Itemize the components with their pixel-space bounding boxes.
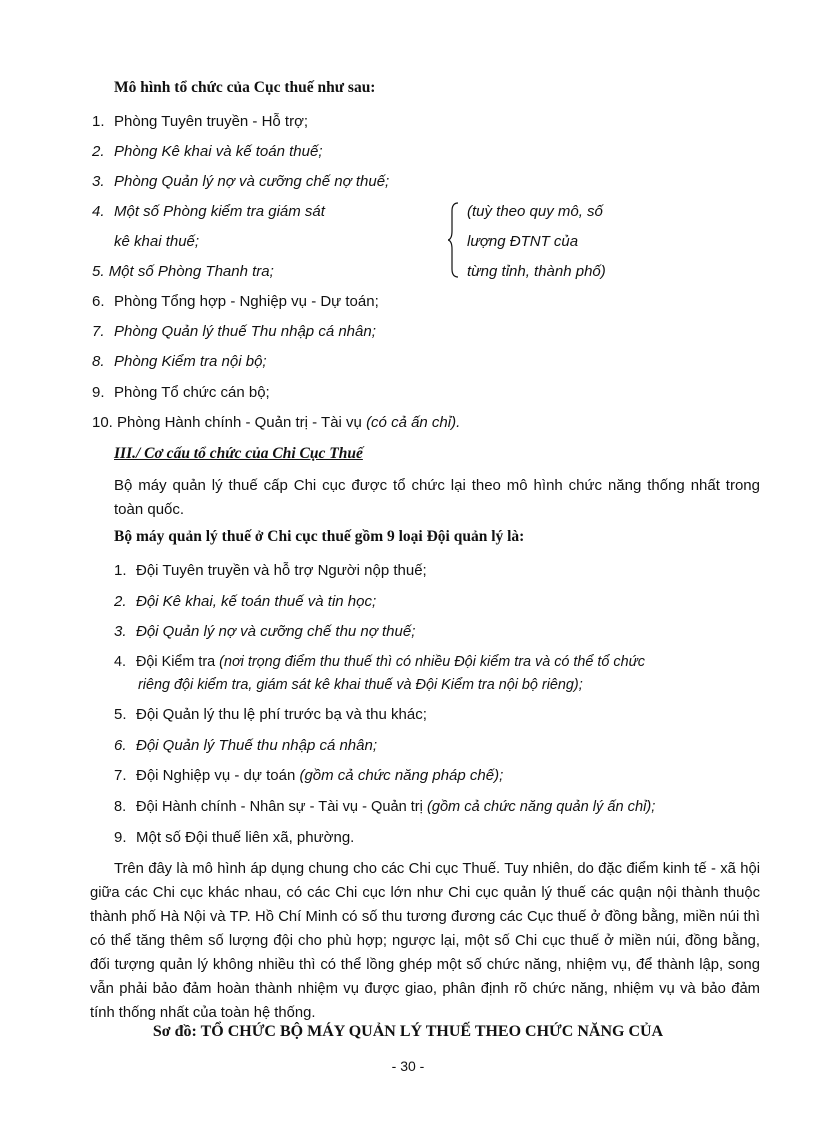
doi-item-1: 1. Đội Tuyên truyền và hỗ trợ Người nộp thuế; — [114, 562, 427, 579]
cuc-item-1: 1. Phòng Tuyên truyền - Hỗ trợ; — [92, 113, 309, 130]
doi-item-6: 6. Đội Quản lý Thuế thu nhập cá nhân; — [114, 737, 377, 754]
doi-item-4-cont: riêng đội kiểm tra, giám sát kê khai thuế và Đội Kiểm tra nội bộ riêng); — [138, 677, 583, 693]
page-number: - 30 - — [391, 1058, 425, 1074]
cuc-item-8: 8. Phòng Kiểm tra nội bộ; — [92, 353, 267, 370]
closing-paragraph: Trên đây là mô hình áp dụng chung cho các Chi cục Thuế. Tuy nhiên, do đặc điểm kinh tế - xã hội giữa các Chi cục khác nhau, có các Chi cục lớn như Chi cục quản lý thuế các quận nội thành thuộc thành phố Hà Nội và TP. Hồ Chí Minh có số thu tương đương các Cục thuế ở đồng bằng, miền núi thì có thể tăng thêm số lượng đội cho phù hợp; ngược lại, một số Chi cục thuế ở miền núi, đồng bằng, đối tượng quản lý không nhiều thì có thể lồng ghép một số chức năng, nhiệm vụ, để thành lập, song vẫn phải bảo đảm hoàn thành nhiệm vụ được giao, phân định rõ chức năng, nhiệm vụ và bảo đảm tính thống nhất của toàn hệ thống. — [90, 861, 760, 1021]
cuc-item-9: 9. Phòng Tổ chức cán bộ; — [92, 384, 270, 401]
doi-item-7: 7. Đội Nghiệp vụ - dự toán (gồm cả chức năng pháp chế); — [114, 767, 504, 784]
diagram-title: Sơ đồ: TỔ CHỨC BỘ MÁY QUẢN LÝ THUẾ THEO CHỨC NĂNG CỦA — [152, 1023, 664, 1040]
cuc-item-4-cont: kê khai thuế; — [114, 233, 200, 250]
cuc-item-7: 7. Phòng Quản lý thuế Thu nhập cá nhân; — [92, 323, 376, 340]
doi-item-5: 5. Đội Quản lý thu lệ phí trước bạ và thu khác; — [114, 706, 427, 723]
brace-note-line-3: từng tỉnh, thành phố) — [467, 263, 606, 280]
cuc-item-10: 10. Phòng Hành chính - Quản trị - Tài vụ (có cả ấn chỉ). — [92, 414, 461, 431]
cuc-item-2: 2. Phòng Kê khai và kế toán thuế; — [92, 143, 323, 160]
doi-item-4: 4. Đội Kiểm tra (nơi trọng điểm thu thuế thì có nhiều Đội kiểm tra và có thể tổ chức — [114, 654, 645, 670]
cuc-item-5: 5. Một số Phòng Thanh tra; — [92, 263, 274, 280]
cuc-item-4: 4. Một số Phòng kiểm tra giám sát — [92, 203, 325, 220]
doi-item-8: 8. Đội Hành chính - Nhân sự - Tài vụ - Quản trị (gồm cả chức năng quản lý ấn chỉ); — [114, 799, 656, 815]
cuc-heading: Mô hình tổ chức của Cục thuế như sau: — [114, 79, 376, 96]
cuc-item-6: 6. Phòng Tổng hợp - Nghiệp vụ - Dự toán; — [92, 293, 379, 310]
doi-item-2: 2. Đội Kê khai, kế toán thuế và tin học; — [114, 593, 377, 610]
brace-note-line-1: (tuỳ theo quy mô, số — [467, 203, 603, 220]
curly-brace-icon — [448, 201, 464, 279]
doi-item-3: 3. Đội Quản lý nợ và cưỡng chế thu nợ thuế; — [114, 623, 416, 640]
intro-paragraph: Bộ máy quản lý thuế cấp Chi cục được tổ chức lại theo mô hình chức năng thống nhất trong toàn quốc. — [114, 477, 760, 518]
cuc-item-3: 3. Phòng Quản lý nợ và cưỡng chế nợ thuế; — [92, 173, 390, 190]
brace-note-line-2: lượng ĐTNT của — [467, 233, 579, 250]
doi-item-9: 9. Một số Đội thuế liên xã, phường. — [114, 829, 355, 846]
section-title: III./ Cơ cấu tổ chức của Chi Cục Thuế — [114, 445, 363, 462]
chi-cuc-heading: Bộ máy quản lý thuế ở Chi cục thuế gồm 9 loại Đội quản lý là: — [114, 528, 525, 545]
